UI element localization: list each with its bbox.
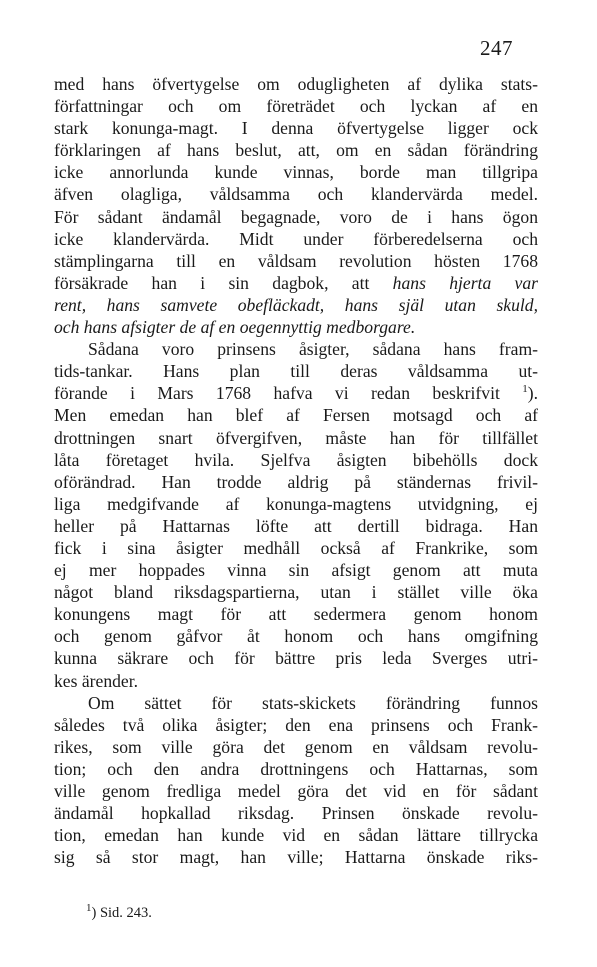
footnote-text: ) Sid. 243. xyxy=(91,905,152,921)
text-line: konungens magt för att sedermera genom honom xyxy=(54,604,538,625)
text-line: Sådana voro prinsens åsigter, sådana hans fram- xyxy=(88,339,538,360)
text-line: sig så stor magt, han ville; Hattarna önskade riks- xyxy=(54,847,538,868)
text-line: rikes, som ville göra det genom en våldsam revolu- xyxy=(54,736,538,757)
text-line: förklaringen af hans beslut, att, om en sådan förändring xyxy=(54,140,538,161)
footnote-marker: 1 xyxy=(86,902,92,915)
italic-quote-line: och hans afsigter de af en oegennyttig medborgare. xyxy=(54,317,416,338)
text-line: tids-tankar. Hans plan till deras våldsamma ut- xyxy=(54,361,538,382)
text-line: författningar och om företrädet och lyckan af en xyxy=(54,96,538,117)
text-line: Men emedan han blef af Fersen motsagd och af xyxy=(54,405,538,426)
text-line: ej mer hoppades vinna sin afsigt genom att muta xyxy=(54,560,538,581)
text-line: tion; och den andra drottningens och Hattarnas, som xyxy=(54,758,538,779)
text-plain: försäkrade han i sin dagbok, att xyxy=(54,272,393,293)
text-line: För sådant ändamål begagnade, voro de i hans ögon xyxy=(54,206,538,227)
text-line: kes ärender. xyxy=(54,670,139,691)
text-line: och genom gåfvor åt honom och hans omgifning xyxy=(54,626,538,647)
text-line: således två olika åsigter; den ena prinsens och Frank- xyxy=(54,714,538,735)
text-line: med hans öfvertygelse om odugligheten af dylika stats- xyxy=(54,74,538,94)
text-line: icke klandervärda. Midt under förberedelserna och xyxy=(54,228,538,249)
text-line: äfven olagliga, våldsamma och klandervärda medel. xyxy=(54,184,538,205)
footnote xyxy=(86,904,152,922)
text-line: oförändrad. Han trodde aldrig på ständernas frivil- xyxy=(54,471,538,492)
text-line: stark konunga-magt. I denna öfvertygelse ligger ock xyxy=(54,118,538,139)
text-line: icke annorlunda kunde vinnas, borde man tillgripa xyxy=(54,162,538,183)
text-line: ändamål hopkallad riksdag. Prinsen önskade revolu- xyxy=(54,803,538,824)
text-line: fick i sina åsigter medhåll också af Frankrike, som xyxy=(54,537,538,558)
text-line: liga medgifvande af konunga-magtens utvidgning, ej xyxy=(54,493,538,514)
text-line: kunna säkrare och för bättre pris leda Sverges utri- xyxy=(54,648,538,669)
text-plain: förande i Mars 1768 hafva vi redan beskrifvit xyxy=(54,383,500,404)
text-line: Om sättet för stats-skickets förändring funnos xyxy=(88,692,538,713)
text-line: drottningen snart öfvergifven, måste han för tillfället xyxy=(54,427,538,448)
text-line: ville genom fredliga medel göra det vid en för sådant xyxy=(54,781,538,801)
body-text xyxy=(54,73,538,868)
italic-quote-line: rent, hans samvete obefläckadt, hans själ utan skuld, xyxy=(54,294,538,315)
footnote-reference: 1 xyxy=(522,383,528,396)
text-line: något bland riksdagspartierna, utan i stället ville öka xyxy=(54,582,538,603)
italic-quote: hans hjerta var xyxy=(392,272,538,293)
text-line: låta företaget hvila. Sjelfva åsigten bibehölls dock xyxy=(54,449,538,470)
text-line: stämplingarna till en våldsam revolution hösten 1768 xyxy=(54,250,538,271)
text-line xyxy=(54,382,538,404)
text-plain: ). xyxy=(527,383,538,404)
text-line: tion, emedan han kunde vid en sådan lättare tillrycka xyxy=(54,825,538,846)
text-line xyxy=(54,272,538,294)
page-number: 247 xyxy=(480,36,513,60)
text-line: heller på Hattarnas löfte att dertill bidraga. Han xyxy=(54,515,538,536)
